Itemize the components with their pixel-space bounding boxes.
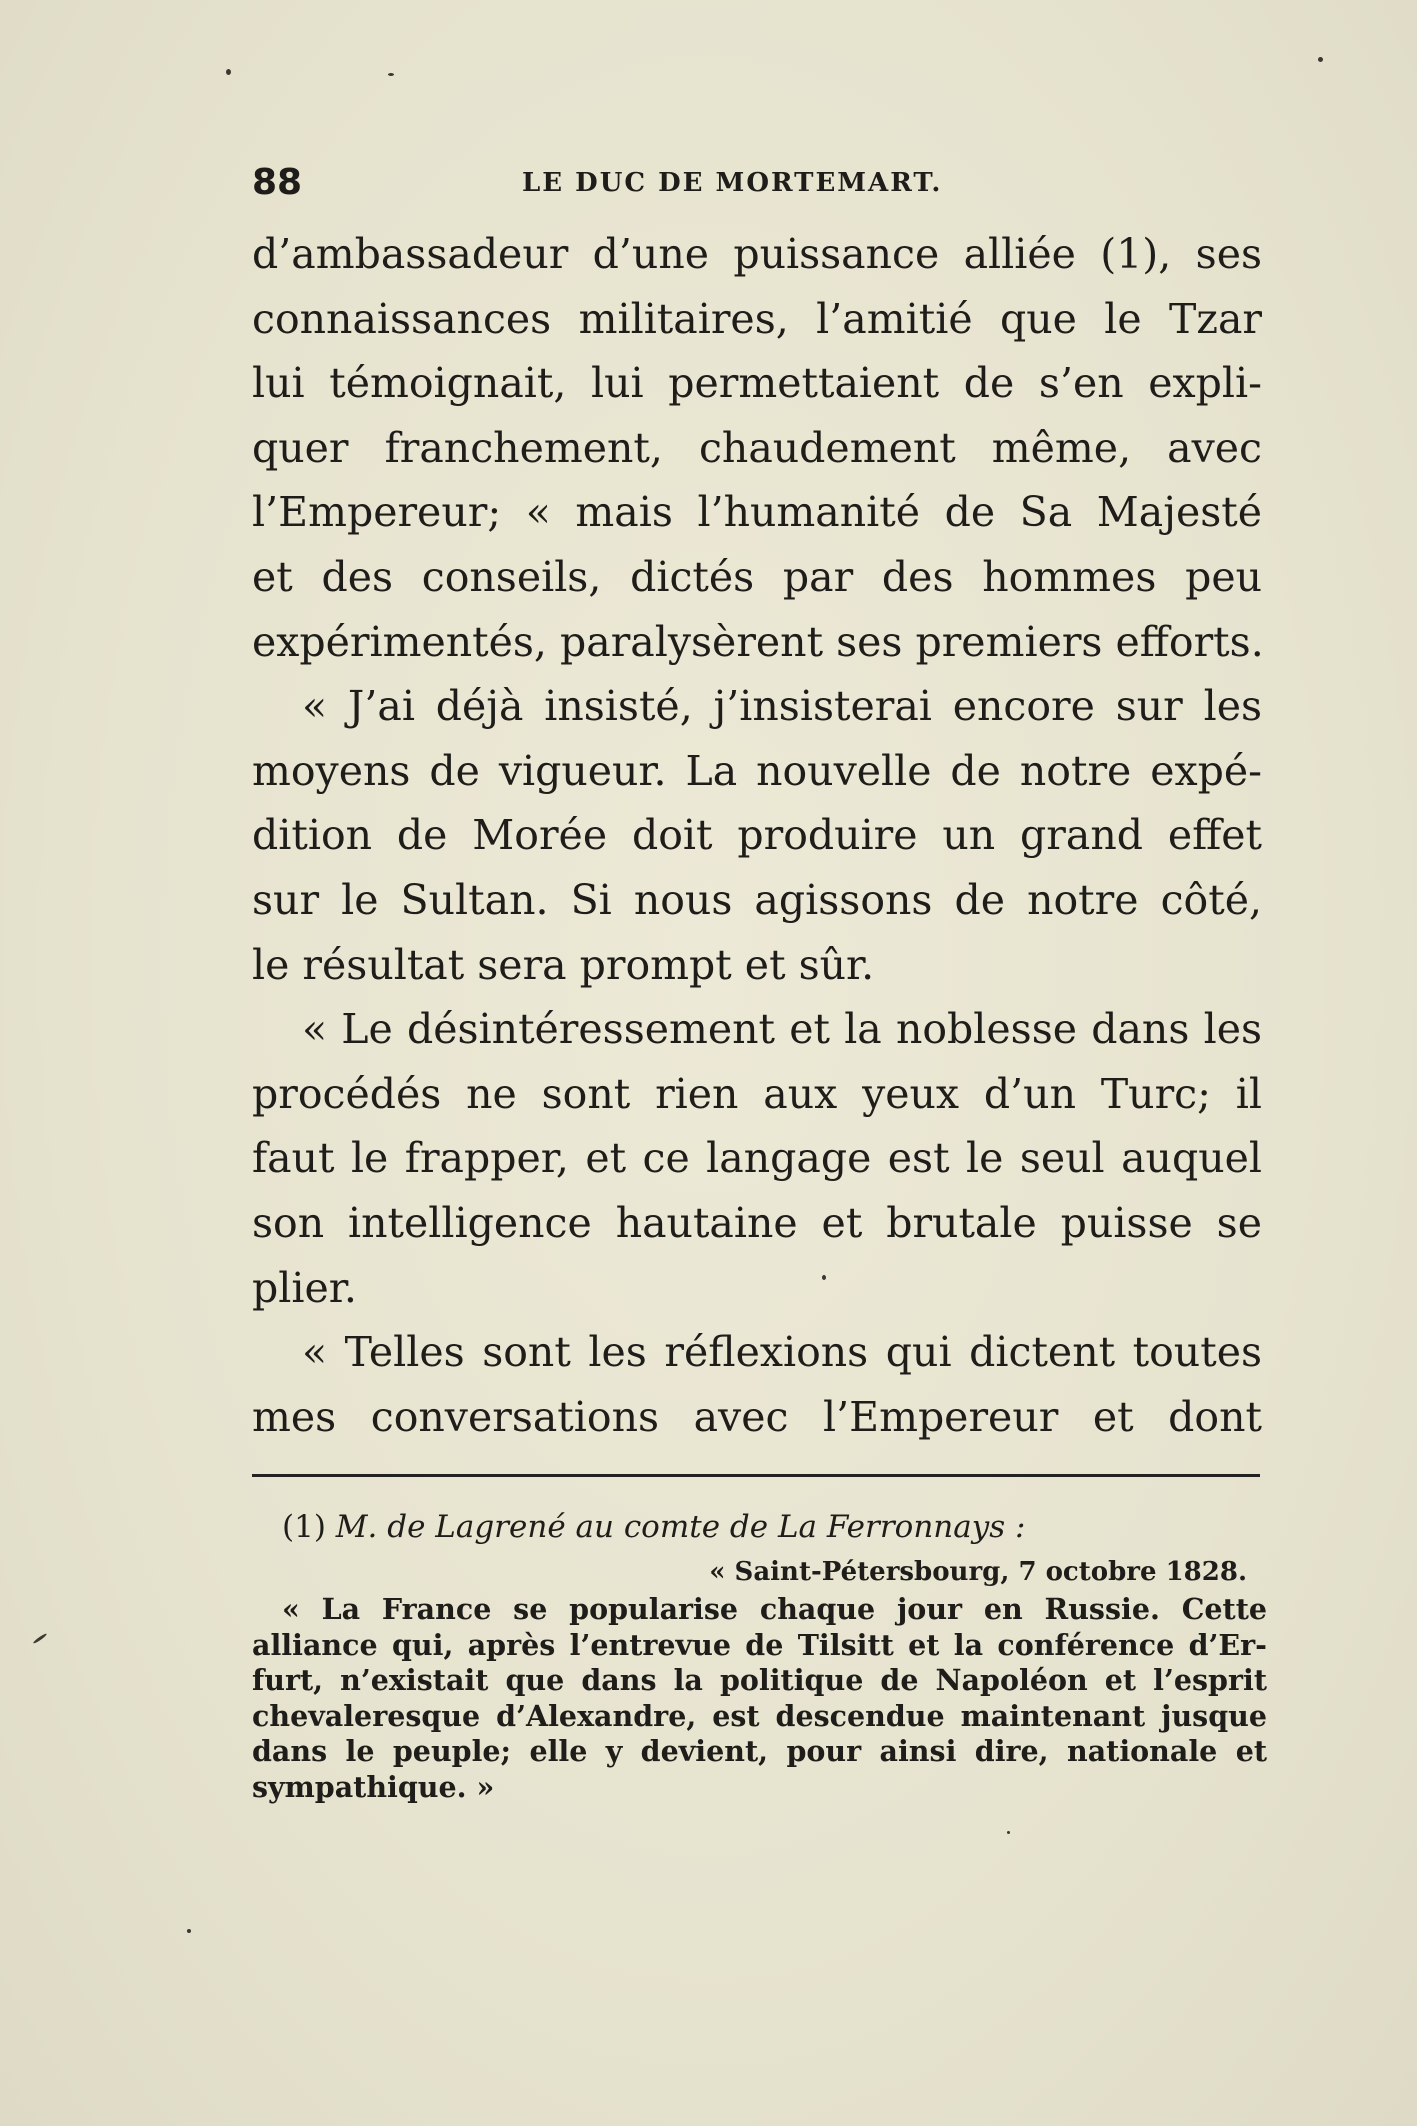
paper-speck <box>187 1929 191 1933</box>
text-line: procédés ne sont rien aux yeux d’un Turc; il <box>252 1069 1262 1118</box>
text-line: sur le Sultan. Si nous agissons de notre côté, <box>252 875 1262 924</box>
text-line: d’ambassadeur d’une puissance alliée (1), ses <box>252 230 1262 278</box>
paper-speck <box>822 1275 826 1280</box>
footnote-line: dans le peuple; elle y devient, pour ainsi dire, nationale et <box>252 1734 1267 1768</box>
text-line: expérimentés, paralysèrent ses premiers efforts. <box>252 617 1264 666</box>
text-line: dition de Morée doit produire un grand effet <box>252 811 1262 860</box>
text-line: lui témoignait, lui permettaient de s’en expli- <box>252 359 1262 408</box>
text-line: son intelligence hautaine et brutale puisse se <box>252 1198 1262 1247</box>
paper-speck <box>33 1633 48 1645</box>
paper-speck <box>226 69 231 75</box>
footnote-marker: (1) <box>282 1509 326 1545</box>
text-line: « Le désintéressement et la noblesse dans les <box>302 1005 1262 1054</box>
footnote <box>252 1502 1267 1805</box>
footnote-line: sympathique. » <box>252 1769 495 1804</box>
footnote-reference <box>252 1502 1267 1552</box>
body-text <box>252 222 1262 1449</box>
text-line: l’Empereur; « mais l’humanité de Sa Majesté <box>252 488 1262 537</box>
running-head: LE DUC DE MORTEMART. <box>522 168 943 198</box>
footnote-line: furt, n’existait que dans la politique de Napoléon et l’esprit <box>252 1663 1267 1697</box>
text-line: « Telles sont les réflexions qui dictent toutes <box>302 1328 1262 1377</box>
footnote-line: chevaleresque d’Alexandre, est descendue maintenant jusque <box>252 1698 1267 1733</box>
footnote-divider <box>252 1474 1260 1477</box>
paper-speck <box>1318 57 1323 62</box>
paper-speck <box>1007 1831 1010 1834</box>
text-line: plier. <box>252 1263 357 1312</box>
text-line: « J’ai déjà insisté, j’insisterai encore sur les <box>302 682 1262 731</box>
text-line: moyens de vigueur. La nouvelle de notre expé- <box>252 746 1262 795</box>
text-line: quer franchement, chaudement même, avec <box>252 423 1262 472</box>
page-header <box>252 158 1262 208</box>
page-number: 88 <box>252 162 303 203</box>
text-line: connaissances militaires, l’amitié que le Tzar <box>252 294 1262 343</box>
footnote-line: « La France se popularise chaque jour en Russie. Cette <box>282 1592 1267 1626</box>
text-line: et des conseils, dictés par des hommes peu <box>252 552 1262 601</box>
text-line: le résultat sera prompt et sûr. <box>252 940 875 989</box>
footnote-dateline: « Saint-Pétersbourg, 7 octobre 1828. <box>709 1557 1247 1587</box>
paper-speck <box>388 73 394 76</box>
footnote-reference-text: M. de Lagrené au comte de La Ferronnays : <box>335 1509 1026 1545</box>
text-line: faut le frapper, et ce langage est le seul auquel <box>252 1134 1262 1183</box>
footnote-line: alliance qui, après l’entrevue de Tilsitt et la conférence d’Er- <box>252 1627 1267 1662</box>
text-line: mes conversations avec l’Empereur et dont <box>252 1392 1262 1441</box>
